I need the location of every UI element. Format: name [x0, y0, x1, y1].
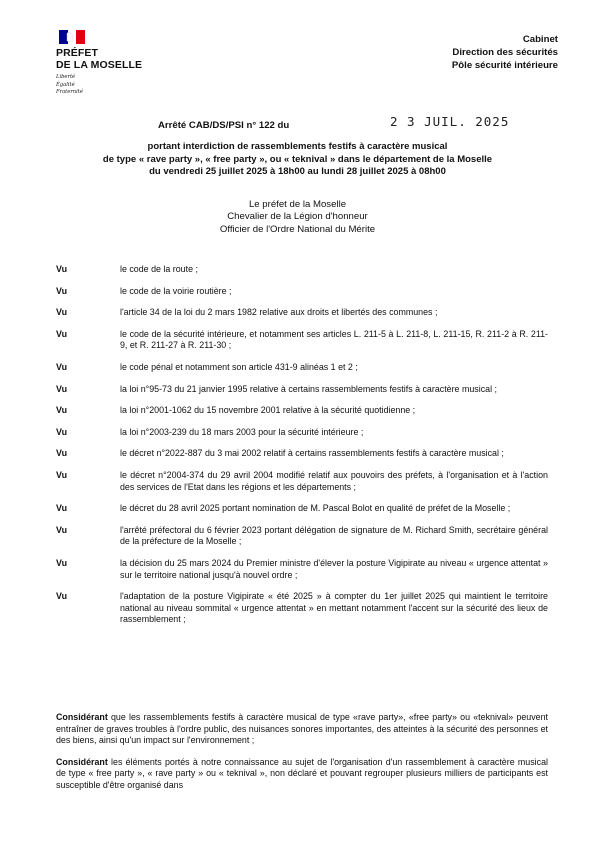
vu-label: Vu: [56, 426, 68, 437]
vu-label: Vu: [56, 524, 68, 535]
title-line: Le préfet de la Moselle: [248, 199, 347, 210]
marianne-flag-icon: [59, 30, 85, 44]
vu-text: la décision du 25 mars 2024 du Premier ministre d'élever la posture Vigipirate au niveau « urgence attentat » sur le territoire national jusqu'à nouvel ordre ;: [120, 557, 548, 580]
vu-label: Vu: [56, 557, 68, 568]
vu-text: la loi n°2003-239 du 18 mars 2003 pour la sécurité intérieure ;: [120, 426, 364, 437]
vu-label: Vu: [56, 361, 68, 372]
arrete-reference: Arrêté CAB/DS/PSI n° 122 du: [158, 120, 290, 131]
considerant-keyword: Considérant: [56, 712, 108, 722]
prefet-titles: [60, 199, 535, 236]
vu-item: [56, 591, 548, 626]
vu-list: [56, 264, 548, 626]
vu-text: le code de la voirie routière ;: [120, 285, 232, 296]
prefecture-logo: [56, 30, 166, 97]
vu-text: l'article 34 de la loi du 2 mars 1982 relative aux droits et libertés des communes ;: [120, 307, 438, 318]
vu-item: [56, 362, 548, 374]
considerant-paragraph: [56, 712, 548, 747]
vu-item: [56, 307, 548, 319]
subject-line: portant interdiction de rassemblements festifs à caractère musical: [147, 141, 448, 152]
vu-text: le décret du 28 avril 2025 portant nomination de M. Pascal Bolot en qualité de préfet de la Moselle ;: [120, 503, 511, 514]
vu-item: [56, 329, 548, 352]
vu-label: Vu: [56, 591, 68, 602]
considerant-text: les éléments portés à notre connaissance au sujet de l'organisation d'un rassemblement à caractère musical de type « free party », « rave party » ou « teknival », non déclaré et pouvant regrouper plusieurs milliers de participants est susceptible d'être organisé dans: [56, 756, 548, 790]
vu-item: [56, 264, 548, 276]
vu-item: [56, 405, 548, 417]
vu-item: [56, 448, 548, 460]
considerant-text: que les rassemblements festifs à caractère musical de type «rave party», «free party» ou «teknival» peuvent entraîner de graves troubles à l'ordre public, des nuisances sonores importantes, des atteintes à la sécurité des personnes et des biens, ainsi qu'un impact sur l'environnement ;: [56, 712, 548, 746]
motto-line: Égalité: [56, 81, 75, 88]
vu-label: Vu: [56, 469, 68, 480]
date-stamp: 2 3 JUIL. 2025: [390, 114, 510, 129]
vu-item: [56, 286, 548, 298]
vu-label: Vu: [56, 264, 68, 274]
motto-line: Fraternité: [56, 89, 83, 95]
vu-label: Vu: [56, 328, 68, 339]
prefecture-name-line2: DE LA MOSELLE: [56, 59, 143, 71]
vu-text: la loi n°2001-1062 du 15 novembre 2001 relative à la sécurité quotidienne ;: [120, 405, 416, 416]
vu-text: le code de la sécurité intérieure, et notamment ses articles L. 211-5 à L. 211-8, L. 211-15, R. 211-2 à R. 211-9, et R. 211-27 à R. 211-30 ;: [120, 328, 548, 351]
vu-item: [56, 525, 548, 548]
vu-label: Vu: [56, 503, 68, 514]
title-line: Chevalier de la Légion d'honneur: [227, 211, 368, 223]
office-line: Pôle sécurité intérieure: [451, 60, 558, 71]
motto-line: Liberté: [56, 74, 76, 80]
vu-text: le code pénal et notamment son article 431-9 alinéas 1 et 2 ;: [120, 361, 358, 372]
vu-text: le décret n°2022-887 du 3 mai 2002 relatif à certains rassemblements festifs à caractère musical ;: [120, 448, 504, 459]
vu-label: Vu: [56, 307, 68, 318]
considerant-paragraph: [56, 757, 548, 792]
vu-text: l'adaptation de la posture Vigipirate « été 2025 » à compter du 1er juillet 2025 qui maintient le territoire national au niveau sommital « urgence attentat » en mettant notamment l'accent sur la sécurité des lieux de rassemblement ;: [120, 591, 548, 625]
vu-item: [56, 558, 548, 581]
title-line: Officier de l'Ordre National du Mérite: [219, 223, 376, 235]
prefecture-name: [56, 47, 166, 71]
vu-item: [56, 427, 548, 439]
republic-motto: [56, 74, 166, 97]
subject-line: du vendredi 25 juillet 2025 à 18h00 au lundi 28 juillet 2025 à 08h00: [149, 166, 446, 177]
considerant-keyword: Considérant: [56, 756, 108, 767]
vu-item: [56, 384, 548, 396]
issuing-office: [452, 33, 558, 72]
subject-line: de type « rave party », « free party », ou « teknival » dans le département de la Moselle: [102, 153, 493, 165]
vu-text: l'arrêté préfectoral du 6 février 2023 portant délégation de signature de M. Richard Smith, secrétaire général de la préfecture de la Moselle ;: [120, 524, 548, 547]
arrete-subject: [60, 141, 535, 179]
vu-text: la loi n°95-73 du 21 janvier 1995 relative à certains rassemblements festifs à caractère musical ;: [120, 383, 497, 394]
vu-text: le décret n°2004-374 du 29 avril 2004 modifié relatif aux pouvoirs des préfets, à l'organisation et à l'action des services de l'Etat dans les régions et les départements ;: [120, 469, 548, 492]
considerants: [56, 712, 548, 792]
office-line: Direction des sécurités: [452, 47, 558, 58]
vu-item: [56, 470, 548, 493]
vu-label: Vu: [56, 405, 68, 416]
vu-label: Vu: [56, 383, 68, 394]
prefecture-name-line1: PRÉFET: [56, 47, 99, 59]
vu-text: le code de la route ;: [120, 264, 198, 274]
vu-label: Vu: [56, 285, 68, 296]
office-line: Cabinet: [522, 34, 558, 45]
vu-item: [56, 503, 548, 515]
vu-label: Vu: [56, 448, 68, 459]
